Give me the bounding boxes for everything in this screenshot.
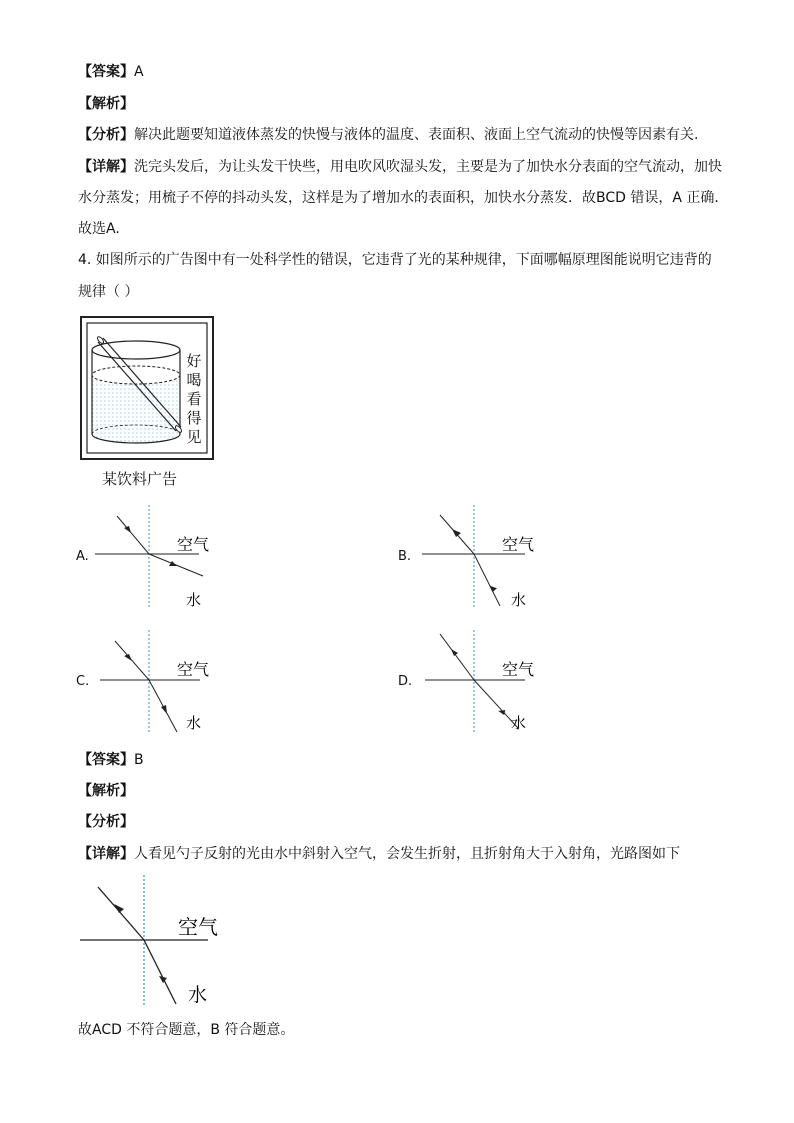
q4-stem-line1: 4. 如图所示的广告图中有一处科学性的错误，它违背了光的某种规律，下面哪幅原理图能说明它违背的: [78, 252, 712, 268]
slogan-char: 见: [186, 428, 202, 446]
detail-text: 人看见勺子反射的光由水中斜射入空气，会发生折射，且折射角大于入射角，光路图如下: [134, 846, 680, 862]
air-label: 空气: [178, 915, 218, 939]
water-label: 水: [186, 714, 202, 732]
option-b-diagram: [420, 505, 550, 613]
option-a-label: A.: [76, 549, 89, 564]
analyze-text: 解决此题要知道液体蒸发的快慢与液体的温度、表面积、液面上空气流动的快慢等因素有关.: [134, 127, 699, 143]
slogan-char: 得: [186, 409, 202, 427]
answer-value: A: [134, 64, 144, 80]
air-label: 空气: [502, 535, 535, 554]
option-c-diagram: [95, 628, 225, 736]
water-label: 水: [186, 591, 202, 609]
q4-answer-line: [78, 751, 144, 769]
ad-caption: 某饮料广告: [102, 470, 178, 488]
air-label: 空气: [177, 660, 210, 679]
option-d-label: D.: [398, 674, 413, 689]
slogan-char: 看: [186, 390, 202, 408]
prev-answer-line: [78, 63, 144, 81]
air-label: 空气: [502, 660, 535, 679]
prev-conclusion: 故选A.: [78, 221, 120, 237]
answer-value: B: [134, 752, 144, 768]
light-path-figure: [78, 873, 248, 1008]
option-c-label: C.: [76, 674, 90, 689]
water-label: 水: [511, 714, 527, 732]
water-label: 水: [511, 591, 527, 609]
detail-tag: 【详解】: [78, 846, 134, 862]
q4-detail-line: [78, 845, 680, 863]
analyze-tag: 【分析】: [78, 127, 134, 143]
answer-tag: 【答案】: [78, 752, 134, 768]
drink-ad-figure: [80, 316, 220, 491]
air-label: 空气: [177, 535, 210, 554]
option-d-diagram: [420, 628, 550, 736]
detail-tag: 【详解】: [78, 159, 134, 175]
prev-analyze-line: [78, 126, 698, 144]
q4-analysis-tag: 【解析】: [78, 783, 134, 799]
q4-conclusion: 故ACD 不符合题意，B 符合题意。: [78, 1022, 295, 1038]
answer-tag: 【答案】: [78, 64, 134, 80]
prev-detail-line2: 水分蒸发；用梳子不停的抖动头发，这样是为了增加水的表面积，加快水分蒸发．故BCD 错误，A 正确．: [78, 190, 729, 206]
slogan-char: 好: [186, 352, 202, 370]
q4-analyze-tag: 【分析】: [78, 814, 134, 830]
prev-analysis-tag: 【解析】: [78, 96, 134, 112]
water-label: 水: [188, 984, 208, 1006]
detail-text-1: 洗完头发后，为让头发干快些，用电吹风吹湿头发，主要是为了加快水分表面的空气流动，加快: [134, 159, 722, 175]
prev-detail-line1: [78, 158, 722, 176]
slogan-char: 喝: [186, 371, 202, 389]
option-b-label: B.: [398, 549, 412, 564]
ad-slogan: [184, 352, 204, 447]
option-a-diagram: [95, 505, 225, 610]
q4-stem-line2: 规律（ ）: [78, 284, 139, 300]
